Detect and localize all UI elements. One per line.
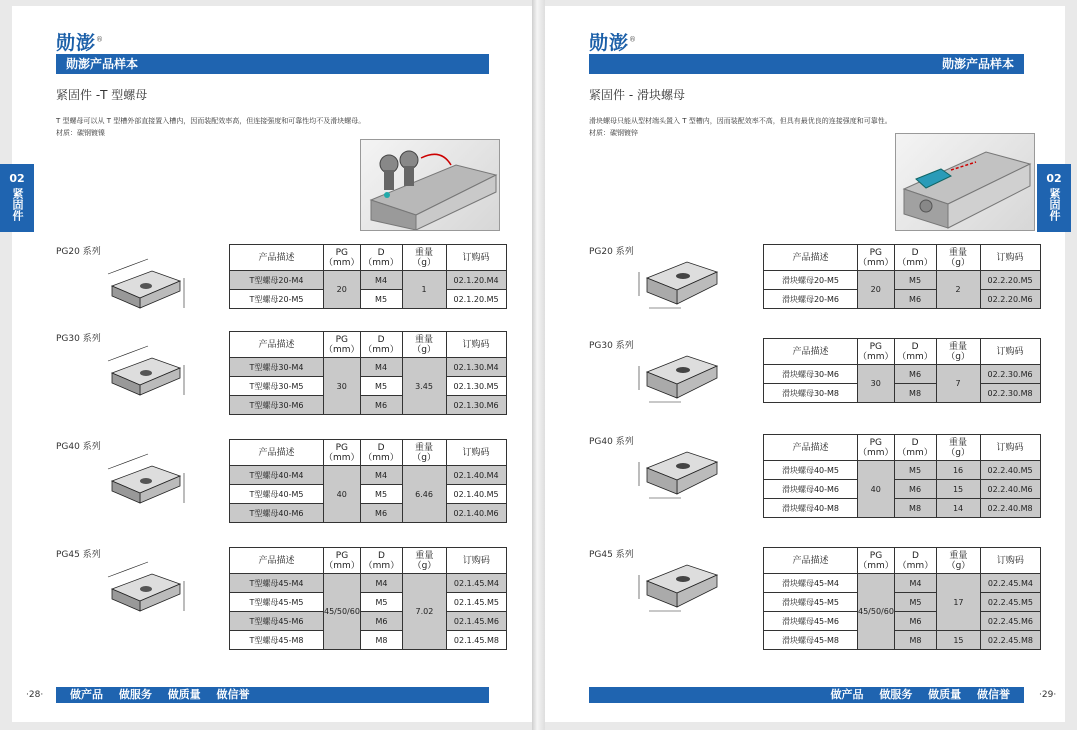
header-title-bar: 勋澎产品样本 [589, 54, 1024, 74]
spec-table [229, 439, 507, 523]
t-nut-drawing [102, 451, 192, 511]
product-photo [895, 133, 1035, 231]
spec-table [763, 434, 1041, 518]
column-header-d: D （mm） [894, 339, 936, 365]
page-gutter [532, 0, 545, 730]
column-header-weight: 重量 （g） [936, 548, 980, 574]
table-row [230, 593, 507, 612]
column-header-code: 订购码 [446, 332, 506, 358]
t-nut-assembly-illustration [361, 140, 500, 231]
column-header-weight: 重量 （g） [402, 332, 446, 358]
cell-pg: 45/50/60 [324, 574, 361, 650]
table-row [764, 365, 1041, 384]
description [56, 115, 396, 139]
column-header-d: D （mm） [894, 435, 936, 461]
cell-order-code: 02.2.30.M8 [980, 384, 1040, 403]
footer-slogan: 做质量 [167, 688, 201, 701]
column-header-d: D （mm） [360, 440, 402, 466]
footer-bar [56, 687, 489, 703]
column-header-code: 订购码 [980, 339, 1040, 365]
cell-pg: 20 [858, 271, 895, 309]
cell-pg: 40 [858, 461, 895, 518]
column-header-weight: 重量 （g） [402, 548, 446, 574]
cell-pg: 40 [324, 466, 361, 523]
footer-slogan: 做服务 [118, 688, 152, 701]
table-row [230, 612, 507, 631]
cell-weight: 15 [936, 480, 980, 499]
cell-d: M8 [894, 499, 936, 518]
cell-order-code: 02.1.30.M5 [446, 377, 506, 396]
cell-d: M5 [894, 271, 936, 290]
dimension-drawing [102, 559, 182, 614]
series-label: PG30 系列 [56, 334, 101, 344]
cell-d: M5 [894, 461, 936, 480]
column-header-weight: 重量 （g） [402, 245, 446, 271]
column-header-d: D （mm） [360, 548, 402, 574]
cell-description: 滑块螺母40-M6 [764, 480, 858, 499]
table-header-row [230, 245, 507, 271]
cell-d: M6 [360, 612, 402, 631]
cell-weight: 15 [936, 631, 980, 650]
cell-description: 滑块螺母20-M6 [764, 290, 858, 309]
table-row [764, 593, 1041, 612]
table-row [764, 631, 1041, 650]
column-header-weight: 重量 （g） [936, 339, 980, 365]
table-row [764, 384, 1041, 403]
column-header-d: D （mm） [360, 332, 402, 358]
footer-slogan: 做信誉 [216, 688, 250, 701]
cell-pg: 20 [324, 271, 361, 309]
cell-d: M5 [360, 593, 402, 612]
cell-order-code: 02.2.45.M5 [980, 593, 1040, 612]
spec-table [229, 244, 507, 309]
cell-description: 滑块螺母45-M5 [764, 593, 858, 612]
dimension-drawing [635, 344, 715, 399]
table-row [230, 377, 507, 396]
t-nut-drawing [102, 559, 192, 619]
cell-d: M8 [360, 631, 402, 650]
cell-order-code: 02.2.45.M8 [980, 631, 1040, 650]
cell-d: M6 [360, 396, 402, 415]
table-row [764, 499, 1041, 518]
cell-d: M6 [360, 504, 402, 523]
column-header-code: 订购码 [446, 440, 506, 466]
column-header-pg: PG （mm） [858, 339, 895, 365]
column-header-code: 订购码 [446, 245, 506, 271]
table-row [230, 485, 507, 504]
cell-order-code: 02.2.40.M8 [980, 499, 1040, 518]
column-header-weight: 重量 （g） [402, 440, 446, 466]
table-row [764, 461, 1041, 480]
chapter-label: 紧固件 [1048, 188, 1061, 221]
cell-description: T型螺母40-M5 [230, 485, 324, 504]
cell-description: 滑块螺母45-M6 [764, 612, 858, 631]
dimension-drawing [102, 451, 182, 506]
chapter-label: 紧固件 [11, 188, 24, 221]
cell-d: M6 [894, 290, 936, 309]
cell-d: M8 [894, 384, 936, 403]
table-header-row [230, 332, 507, 358]
column-header-d: D （mm） [894, 245, 936, 271]
cell-description: T型螺母30-M4 [230, 358, 324, 377]
cell-d: M4 [360, 358, 402, 377]
cell-weight: 1 [402, 271, 446, 309]
cell-d: M5 [360, 485, 402, 504]
page-left [9, 6, 532, 722]
cell-d: M5 [360, 377, 402, 396]
table-row [764, 574, 1041, 593]
table-header-row [230, 440, 507, 466]
cell-description: 滑块螺母20-M5 [764, 271, 858, 290]
footer-slogan: 做产品 [70, 688, 103, 701]
slide-nut-drawing [635, 344, 725, 404]
table-row [764, 290, 1041, 309]
cell-d: M6 [894, 365, 936, 384]
table-row [230, 574, 507, 593]
cell-d: M4 [360, 271, 402, 290]
cell-description: T型螺母30-M6 [230, 396, 324, 415]
series-label: PG20 系列 [589, 247, 634, 257]
table-row [764, 271, 1041, 290]
cell-order-code: 02.2.40.M5 [980, 461, 1040, 480]
cell-description: T型螺母40-M4 [230, 466, 324, 485]
cell-order-code: 02.1.45.M5 [446, 593, 506, 612]
dimension-drawing [635, 440, 715, 495]
page-number: ·28· [26, 690, 44, 700]
table-header-row [764, 245, 1041, 271]
table-row [230, 271, 507, 290]
section-title: 紧固件 -T 型螺母 [56, 88, 148, 102]
column-header-weight: 重量 （g） [936, 435, 980, 461]
cell-d: M6 [894, 480, 936, 499]
cell-d: M4 [360, 466, 402, 485]
material-line: 材质：碳钢镀镍 [56, 129, 105, 137]
product-photo [360, 139, 500, 231]
table-row [230, 466, 507, 485]
cell-description: T型螺母45-M4 [230, 574, 324, 593]
column-header-desc: 产品描述 [230, 332, 324, 358]
cell-order-code: 02.1.45.M6 [446, 612, 506, 631]
table-row [230, 631, 507, 650]
table-header-row [764, 548, 1041, 574]
column-header-pg: PG （mm） [858, 435, 895, 461]
cell-order-code: 02.2.40.M6 [980, 480, 1040, 499]
column-header-pg: PG （mm） [324, 548, 361, 574]
dimension-drawing [102, 256, 182, 311]
cell-description: T型螺母45-M8 [230, 631, 324, 650]
column-header-desc: 产品描述 [764, 339, 858, 365]
brand-logo: 勋澎® [56, 32, 105, 54]
cell-weight: 16 [936, 461, 980, 480]
cell-weight: 7.02 [402, 574, 446, 650]
column-header-code: 订购码 [980, 548, 1040, 574]
column-header-pg: PG （mm） [324, 332, 361, 358]
cell-description: T型螺母45-M5 [230, 593, 324, 612]
table-row [764, 612, 1041, 631]
column-header-desc: 产品描述 [764, 548, 858, 574]
page-right [545, 6, 1065, 722]
cell-weight: 14 [936, 499, 980, 518]
cell-order-code: 02.2.45.M6 [980, 612, 1040, 631]
footer-slogan: 做产品 [830, 688, 864, 701]
section-title: 紧固件 - 滑块螺母 [589, 88, 685, 102]
cell-order-code: 02.2.45.M4 [980, 574, 1040, 593]
cell-order-code: 02.1.40.M6 [446, 504, 506, 523]
column-header-desc: 产品描述 [764, 435, 858, 461]
table-row [230, 504, 507, 523]
column-header-weight: 重量 （g） [936, 245, 980, 271]
cell-description: T型螺母30-M5 [230, 377, 324, 396]
description [589, 115, 929, 139]
cell-d: M4 [360, 574, 402, 593]
cell-description: T型螺母20-M4 [230, 271, 324, 290]
chapter-number: 02 [1046, 172, 1062, 185]
cell-pg: 30 [858, 365, 895, 403]
chapter-number: 02 [9, 172, 25, 185]
slide-nut-drawing [635, 250, 725, 310]
cell-order-code: 02.1.40.M4 [446, 466, 506, 485]
series-label: PG45 系列 [589, 550, 634, 560]
cell-d: M5 [894, 593, 936, 612]
column-header-pg: PG （mm） [324, 440, 361, 466]
cell-d: M8 [894, 631, 936, 650]
cell-order-code: 02.2.30.M6 [980, 365, 1040, 384]
column-header-desc: 产品描述 [230, 440, 324, 466]
column-header-desc: 产品描述 [764, 245, 858, 271]
cell-description: T型螺母20-M5 [230, 290, 324, 309]
dimension-drawing [635, 553, 715, 608]
cell-order-code: 02.2.20.M5 [980, 271, 1040, 290]
table-row [764, 480, 1041, 499]
cell-description: 滑块螺母30-M8 [764, 384, 858, 403]
chapter-tab [1037, 164, 1071, 232]
column-header-d: D （mm） [894, 548, 936, 574]
header-title-bar: 勋澎产品样本 [56, 54, 489, 74]
spec-table [763, 547, 1041, 650]
cell-d: M6 [894, 612, 936, 631]
cell-description: T型螺母45-M6 [230, 612, 324, 631]
description-line: T 型螺母可以从 T 型槽外部直接置入槽内，因而装配效率高，但连接强度和可靠性均不及滑块螺母。 [56, 117, 366, 125]
column-header-desc: 产品描述 [230, 245, 324, 271]
slide-nut-drawing [635, 553, 725, 613]
series-label: PG30 系列 [589, 341, 634, 351]
cell-description: 滑块螺母40-M8 [764, 499, 858, 518]
dimension-drawing [635, 250, 715, 305]
footer-slogan: 做服务 [879, 688, 913, 701]
cell-order-code: 02.1.40.M5 [446, 485, 506, 504]
table-header-row [764, 435, 1041, 461]
cell-pg: 30 [324, 358, 361, 415]
spec-table [763, 244, 1041, 309]
cell-order-code: 02.2.20.M6 [980, 290, 1040, 309]
brand-logo: 勋澎® [589, 32, 638, 54]
column-header-pg: PG （mm） [324, 245, 361, 271]
cell-order-code: 02.1.20.M5 [446, 290, 506, 309]
material-line: 材质：碳钢镀锌 [589, 129, 638, 137]
footer-slogan: 做质量 [928, 688, 962, 701]
column-header-code: 订购码 [980, 435, 1040, 461]
footer-bar [589, 687, 1024, 703]
series-label: PG45 系列 [56, 550, 101, 560]
cell-description: 滑块螺母30-M6 [764, 365, 858, 384]
table-row [230, 396, 507, 415]
column-header-pg: PG （mm） [858, 245, 895, 271]
footer-slogan: 做信誉 [977, 688, 1010, 701]
series-label: PG40 系列 [56, 442, 101, 452]
cell-order-code: 02.1.45.M8 [446, 631, 506, 650]
slide-nut-drawing [635, 440, 725, 500]
page-number: ·29· [1039, 690, 1057, 700]
series-label: PG40 系列 [589, 437, 634, 447]
cell-description: 滑块螺母45-M4 [764, 574, 858, 593]
cell-weight: 7 [936, 365, 980, 403]
cell-d: M5 [360, 290, 402, 309]
table-row [230, 290, 507, 309]
cell-order-code: 02.1.45.M4 [446, 574, 506, 593]
column-header-code: 订购码 [980, 245, 1040, 271]
series-label: PG20 系列 [56, 247, 101, 257]
spec-table [763, 338, 1041, 403]
table-row [230, 358, 507, 377]
spec-table [229, 331, 507, 415]
cell-description: 滑块螺母40-M5 [764, 461, 858, 480]
cell-weight: 3.45 [402, 358, 446, 415]
t-nut-drawing [102, 256, 192, 316]
cell-d: M4 [894, 574, 936, 593]
cell-description: T型螺母40-M6 [230, 504, 324, 523]
cell-pg: 45/50/60 [858, 574, 895, 650]
table-header-row [230, 548, 507, 574]
spec-table [229, 547, 507, 650]
table-header-row [764, 339, 1041, 365]
column-header-d: D （mm） [360, 245, 402, 271]
slide-nut-assembly-illustration [896, 134, 1035, 231]
t-nut-drawing [102, 343, 192, 403]
cell-order-code: 02.1.20.M4 [446, 271, 506, 290]
column-header-code: 订购码 [446, 548, 506, 574]
cell-weight: 6.46 [402, 466, 446, 523]
cell-description: 滑块螺母45-M8 [764, 631, 858, 650]
column-header-desc: 产品描述 [230, 548, 324, 574]
cell-weight: 2 [936, 271, 980, 309]
column-header-pg: PG （mm） [858, 548, 895, 574]
dimension-drawing [102, 343, 182, 398]
cell-weight: 17 [936, 574, 980, 631]
chapter-tab [0, 164, 34, 232]
cell-order-code: 02.1.30.M4 [446, 358, 506, 377]
cell-order-code: 02.1.30.M6 [446, 396, 506, 415]
description-line: 滑块螺母只能从型材端头置入 T 型槽内，因而装配效率不高，但具有最优良的连接强度和可靠性。 [589, 117, 892, 125]
